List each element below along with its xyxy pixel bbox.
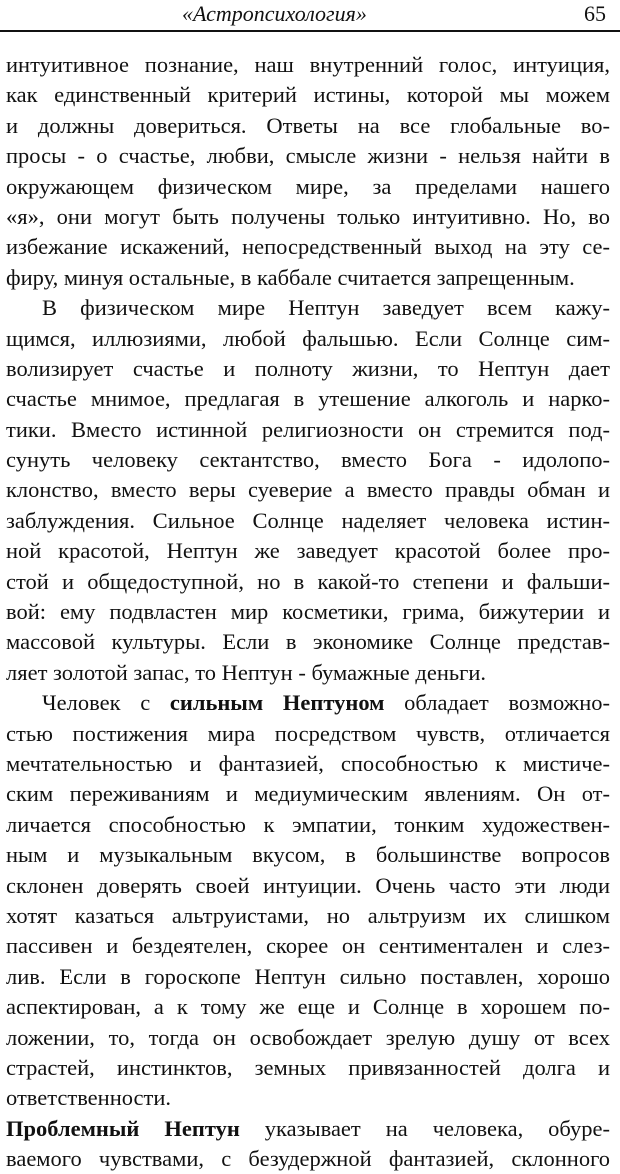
text-line: стью постижения мира посредством чувств, отличается: [6, 720, 610, 746]
text-line: заблуждения. Сильное Солнце наделяет человека истин-: [6, 507, 610, 533]
text-line: стой и общедоступной, но в какой-то степени и фальши-: [6, 568, 610, 594]
text-line: склонен доверять своей интуиции. Очень часто эти люди: [6, 872, 610, 898]
running-header: [0, 0, 620, 32]
text-line: волизирует счастье и полноту жизни, то Нептун дает: [6, 355, 610, 381]
line-text: обладает возможно-: [384, 690, 611, 716]
text-line: окружающем физическом мире, за пределами нашего: [6, 173, 610, 199]
text-line: ложении, то, тогда он освобождает зрелую душу от всех: [6, 1024, 610, 1050]
text-line: [6, 1114, 610, 1144]
text-line: и должны довериться. Ответы на все глобальные во-: [6, 112, 610, 138]
text-line: «я», они могут быть получены только интуитивно. Но, во: [6, 203, 610, 229]
text-line: пассивен и бездеятелен, скорее он сентиментален и слез-: [6, 933, 610, 959]
text-line: счастье мнимое, предлагая в утешение алкоголь и нарко-: [6, 386, 610, 412]
text-line: аспектирован, а к тому же еще и Солнце в хорошем по-: [6, 994, 610, 1020]
text-line: [6, 688, 610, 718]
text-line: интуитивное познание, наш внутренний голос, интуиция,: [6, 52, 610, 77]
text-line: ным и музыкальным вкусом, в большинстве вопросов: [6, 842, 610, 868]
text-line: фиру, минуя остальные, в каббале считается запрещенным.: [6, 264, 575, 290]
text-line: щимся, иллюзиями, любой фальшью. Если Солнце сим-: [6, 325, 610, 351]
text-line: ляет золотой запас, то Нептун - бумажные деньги.: [6, 659, 487, 685]
bold-term: Проблемный Нептун: [6, 1115, 240, 1141]
text-line: ответственности.: [6, 1085, 172, 1111]
header-rule: [0, 30, 620, 32]
text-line: ной красотой, Нептун же заведует красотой более про-: [6, 538, 610, 564]
text-line: мечтательностью и фантазией, способностью к мистиче-: [6, 750, 610, 776]
text-line: ским переживаниям и медиумическим явлениям. Он от-: [6, 781, 610, 807]
text-line: лив. Если в гороскопе Нептун сильно поставлен, хорошо: [6, 963, 610, 989]
line-text: Человек с: [42, 690, 170, 716]
text-line: страстей, инстинктов, земных привязанностей долга и: [6, 1054, 610, 1080]
text-line: В физическом мире Нептун заведует всем кажу-: [42, 295, 610, 321]
bold-term: сильным Нептуном: [169, 690, 385, 716]
text-line: просы - о счастье, любви, смысле жизни - нельзя найти в: [6, 143, 610, 169]
line-text: указывает на человека, обуре-: [239, 1115, 610, 1141]
text-line: массовой культуры. Если в экономике Солнце представ-: [6, 629, 610, 655]
text-line: вой: ему подвластен мир косметики, грима, бижутерии и: [6, 599, 610, 625]
page-number: 65: [584, 1, 606, 26]
body-text: [6, 50, 610, 1174]
text-line: клонство, вместо веры суеверие а вместо правды обман и: [6, 477, 610, 503]
running-title: «Астропсихология»: [182, 1, 367, 26]
text-line: избежание искажений, непосредственный выход на эту се-: [6, 234, 610, 260]
text-line: хотят казаться альтруистами, но альтруизм их слишком: [6, 902, 610, 928]
text-line: как единственный критерий истины, которой мы можем: [6, 82, 610, 108]
text-line: сунуть человеку сектантство, вместо Бога - идолопо-: [6, 447, 610, 473]
text-line: ваемого чувствами, с безудержной фантазией, склонного: [6, 1146, 610, 1172]
text-line: тики. Вместо истинной религиозности он стремится под-: [6, 416, 610, 442]
text-line: личается способностью к эмпатии, тонким художествен-: [6, 811, 610, 837]
